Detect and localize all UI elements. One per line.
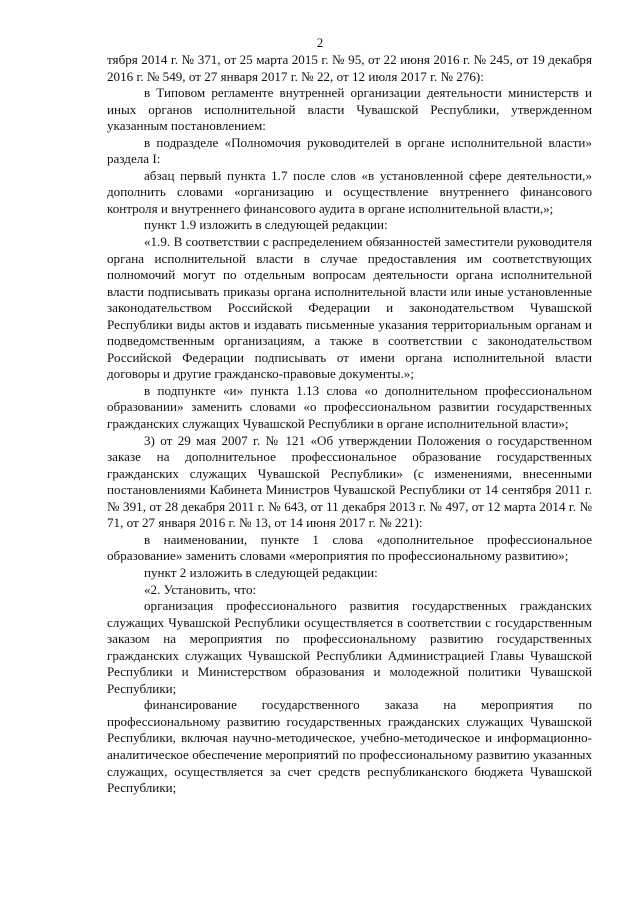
paragraph: в подразделе «Полномочия руководителей в органе исполнительной власти» раздела I: xyxy=(107,134,592,167)
paragraph: в наименовании, пункте 1 слова «дополнительное профессиональное образование» заменить словами «мероприятия по профессиональному развитию»; xyxy=(107,531,592,564)
paragraph: «2. Установить, что: xyxy=(144,581,257,597)
paragraph: финансирование государственного заказа на мероприятия по профессиональному развитию государственных гражданских служащих Чувашской Республики, включая научно-методическое, учебно-методическое и информационно-аналитическое обеспечение мероприятий по профессиональному развитию указанных служащих, осуществляется за счет средств республиканского бюджета Чувашской Республики; xyxy=(107,697,592,796)
paragraph: пункт 1.9 изложить в следующей редакции: xyxy=(144,217,388,233)
paragraph: в Типовом регламенте внутренней организации деятельности министерств и иных органов исполнительной власти Чувашской Республики, утвержденном указанным постановлением: xyxy=(107,85,592,134)
paragraph: абзац первый пункта 1.7 после слов «в установленной сфере деятельности,» дополнить словами «организацию и осуществление внутреннего финансового контроля и внутреннего финансового аудита в органе исполнительной власти,»; xyxy=(107,167,592,216)
paragraph-continuation: тября 2014 г. № 371, от 25 марта 2015 г. № 95, от 22 июня 2016 г. № 245, от 19 декабря 2016 г. № 549, от 27 января 2017 г. № 22, от 12 июля 2017 г. № 276): xyxy=(107,52,592,84)
document-body xyxy=(107,52,592,797)
paragraph: 3) от 29 мая 2007 г. № 121 «Об утверждении Положения о государственном заказе на дополнительное профессиональное образование государственных гражданских служащих Чувашской Республики» (с изменениями, внесенными постановлениями Кабинета Министров Чувашской Республики от 14 сентября 2011 г. № 391, от 28 декабря 2011 г. № 643, от 11 декабря 2013 г. № 497, от 12 марта 2014 г. № 71, от 27 января 2016 г. № 13, от 14 июня 2017 г. № 221): xyxy=(107,432,592,531)
paragraph: организация профессионального развития государственных гражданских служащих Чувашской Республики осуществляется в соответствии с государственным заказом на мероприятия по профессиональному развитию государственных гражданских служащих Чувашской Республики Администрацией Главы Чувашской Республики и Министерством образования и молодежной политики Чувашской Республики; xyxy=(107,598,592,696)
paragraph: в подпункте «и» пункта 1.13 слова «о дополнительном профессиональном образовании» заменить словами «о профессиональном развитии государственных гражданских служащих Чувашской Республики в органе исполнительной власти»; xyxy=(107,382,592,432)
page-number: 2 xyxy=(316,35,324,50)
paragraph: «1.9. В соответствии с распределением обязанностей заместители руководителя органа исполнительной власти в случае предоставления им соответствующих полномочий могут по отдельным вопросам деятельности органа исполнительной власти подписывать приказы органа исполнительной власти или иные установленные законодательством Российской Федерации и законодательством Чувашской Республики виды актов и издавать письменные указания территориальным органам и подведомственным организациям, а также в соответствии с законодательством Российской Федерации подписывать от имени органа исполнительной власти договоры и другие гражданско-правовые документы.»; xyxy=(107,234,592,382)
paragraph: пункт 2 изложить в следующей редакции: xyxy=(144,564,378,580)
